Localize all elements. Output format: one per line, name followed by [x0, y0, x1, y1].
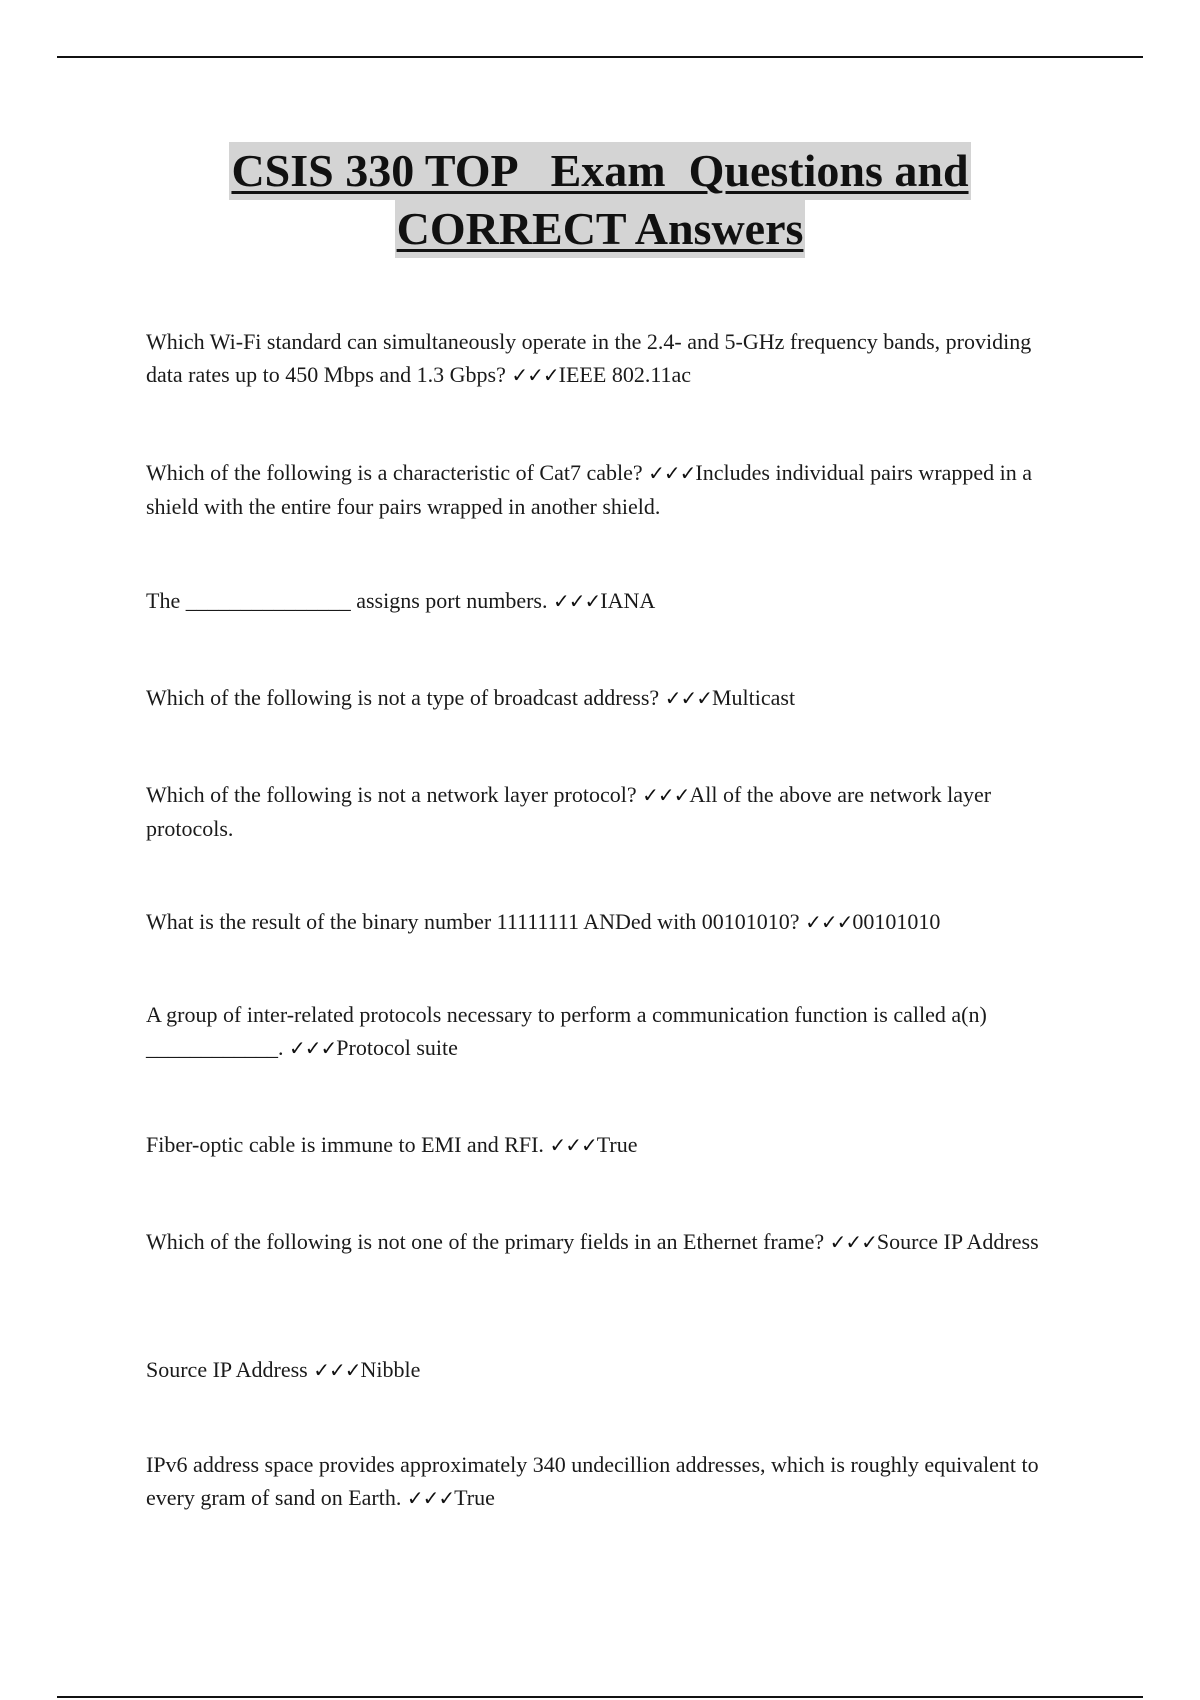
qa-item [146, 998, 1066, 1065]
qa-item [146, 1353, 1066, 1387]
document-title [0, 142, 1200, 258]
check-mark-icon: ✓✓✓ [549, 1133, 597, 1157]
qa-item [146, 325, 1066, 392]
question-text: IPv6 address space provides approximately 340 undecillion addresses, which is roughly equivalent to every gram of sand on Earth. [146, 1452, 1039, 1510]
qa-item [146, 778, 1066, 845]
question-text: The _______________ assigns port numbers. [146, 588, 553, 613]
answer-text: IANA [600, 588, 656, 613]
check-mark-icon: ✓✓✓ [648, 461, 696, 485]
top-rule [57, 56, 1143, 58]
title-line-2: CORRECT Answers [395, 200, 806, 258]
qa-item [146, 456, 1066, 523]
check-mark-icon: ✓✓✓ [805, 910, 853, 934]
qa-item [146, 681, 1066, 715]
question-text: What is the result of the binary number 11111111 ANDed with 00101010? [146, 909, 806, 934]
answer-text: 00101010 [852, 909, 941, 934]
check-mark-icon: ✓✓✓ [289, 1036, 337, 1060]
question-text: Which of the following is not one of the primary fields in an Ethernet frame? [146, 1229, 830, 1254]
qa-item [146, 584, 1066, 618]
qa-item [146, 905, 1066, 939]
answer-text: Nibble [360, 1357, 421, 1382]
answer-text: Multicast [711, 685, 796, 710]
answer-text: True [596, 1132, 638, 1157]
question-text: Fiber-optic cable is immune to EMI and RFI. [146, 1132, 550, 1157]
bottom-rule [57, 1696, 1143, 1698]
check-mark-icon: ✓✓✓ [313, 1358, 361, 1382]
question-text: Source IP Address [146, 1357, 314, 1382]
check-mark-icon: ✓✓✓ [829, 1230, 877, 1254]
answer-text: Includes individual pairs wrapped in a shield with the entire four pairs wrapped in another shield. [146, 460, 1033, 519]
question-text: Which Wi-Fi standard can simultaneously operate in the 2.4- and 5-GHz frequency bands, providing data rates up to 450 Mbps and 1.3 Gbps? [146, 329, 1032, 387]
answer-text: True [454, 1485, 495, 1510]
answer-text: Protocol suite [336, 1035, 458, 1060]
question-text: Which of the following is a characteristic of Cat7 cable? [146, 460, 649, 485]
title-line-1: CSIS 330 TOP Exam Questions and [229, 142, 970, 200]
qa-item [146, 1128, 1066, 1162]
check-mark-icon: ✓✓✓ [511, 363, 559, 387]
qa-item [146, 1448, 1066, 1515]
answer-text: IEEE 802.11ac [558, 362, 692, 387]
check-mark-icon: ✓✓✓ [642, 783, 690, 807]
question-text: Which of the following is not a type of broadcast address? [146, 685, 665, 710]
check-mark-icon: ✓✓✓ [664, 686, 712, 710]
question-text: A group of inter-related protocols necessary to perform a communication function is called a(n) ____________. [146, 1002, 987, 1060]
answer-text: Source IP Address [876, 1229, 1039, 1254]
check-mark-icon: ✓✓✓ [552, 589, 601, 613]
qa-item [146, 1225, 1066, 1259]
question-text: Which of the following is not a network layer protocol? [146, 782, 643, 807]
answer-text: All of the above are network layer protocols. [146, 782, 992, 841]
check-mark-icon: ✓✓✓ [406, 1486, 455, 1510]
